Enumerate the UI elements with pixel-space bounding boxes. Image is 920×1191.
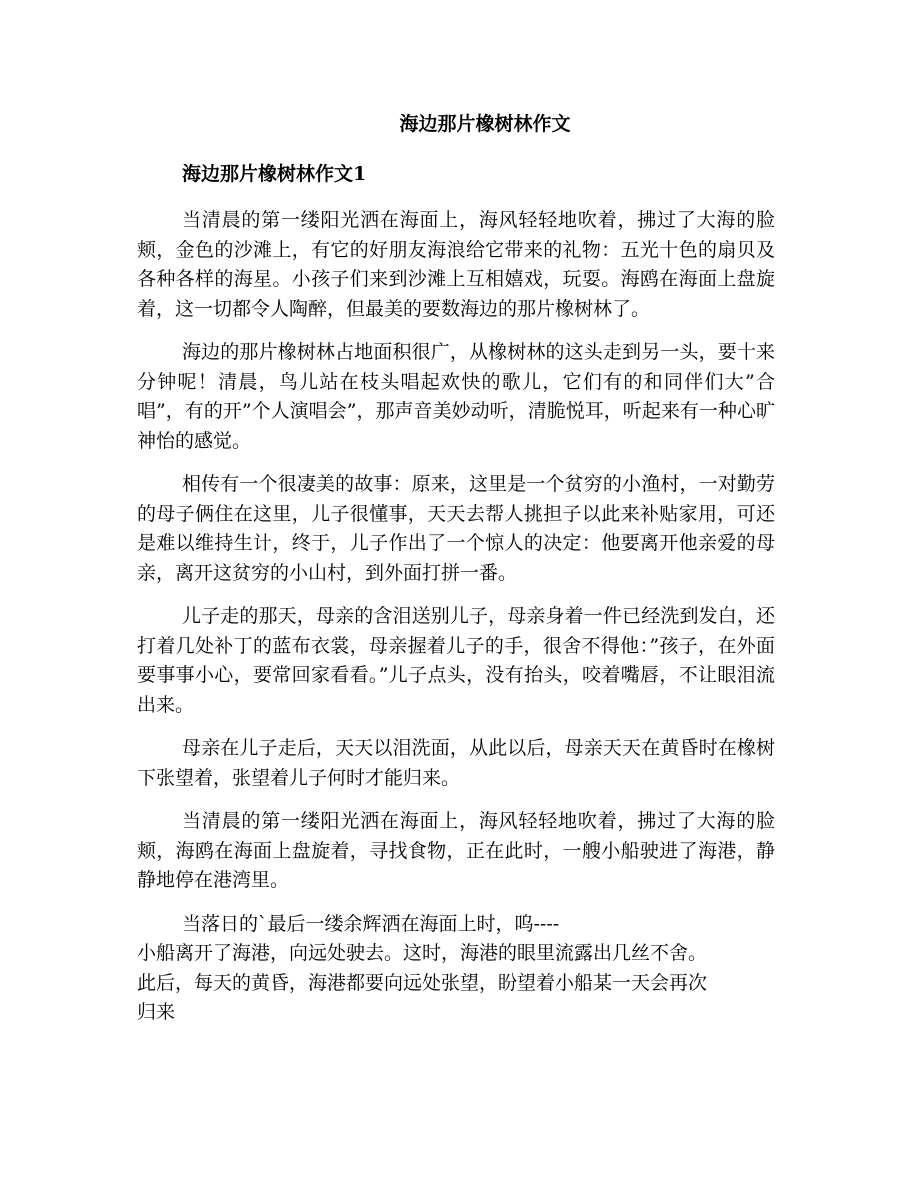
paragraph-line: 当落日的`最后一缕余辉洒在海面上时，呜----	[182, 912, 560, 935]
paragraph: 当清晨的第一缕阳光洒在海面上，海风轻轻地吹着，拂过了大海的脸颊，金色的沙滩上，有它的好朋友海浪给它带来的礼物：五光十色的扇贝及各种各样的海星。小孩子们来到沙滩上互相嬉戏，玩耍。海鸥在海面上盘旋着，这一切都令人陶醉，但最美的要数海边的那片橡树林了。	[137, 209, 775, 320]
paragraph-line: 此后，每天的黄昏，海港都要向远处张望，盼望着小船某一天会再次	[137, 971, 708, 994]
paragraph-last	[137, 910, 775, 1028]
paragraph: 儿子走的那天，母亲的含泪送别儿子，母亲身着一件已经洗到发白，还打着几处补丁的蓝布衣裳，母亲握着儿子的手，很舍不得他：”孩子，在外面要事事小心，要常回家看看。”儿子点头，没有抬头，咬着嘴唇，不让眼泪流出来。	[137, 605, 775, 716]
paragraph: 海边的那片橡树林占地面积很广，从橡树林的这头走到另一头，要十来分钟呢！清晨，鸟儿站在枝头唱起欢快的歌儿，它们有的和同伴们大”合唱”，有的开”个人演唱会”，那声音美妙动听，清脆悦耳，听起来有一种心旷神怡的感觉。	[137, 341, 775, 452]
document-title: 海边那片橡树林作文	[399, 113, 571, 135]
paragraph-line: 归来	[137, 1001, 176, 1023]
paragraph-line: 小船离开了海港，向远处驶去。这时，海港的眼里流露出几丝不舍。	[137, 942, 708, 964]
paragraph: 当清晨的第一缕阳光洒在海面上，海风轻轻地吹着，拂过了大海的脸颊，海鸥在海面上盘旋着，寻找食物，正在此时，一艘小船驶进了海港，静静地停在港湾里。	[137, 810, 775, 891]
paragraph: 母亲在儿子走后，天天以泪洗面，从此以后，母亲天天在黄昏时在橡树下张望着，张望着儿子何时才能归来。	[137, 737, 775, 789]
essay-body	[137, 206, 775, 1042]
section-title: 海边那片橡树林作文1	[182, 163, 367, 185]
paragraph: 相传有一个很凄美的故事：原来，这里是一个贫穷的小渔村，一对勤劳的母子俩住在这里，儿子很懂事，天天去帮人挑担子以此来补贴家用，可还是难以维持生计，终于，儿子作出了一个惊人的决定：他要离开他亲爱的母亲，离开这贫穷的小山村，到外面打拼一番。	[137, 473, 775, 584]
